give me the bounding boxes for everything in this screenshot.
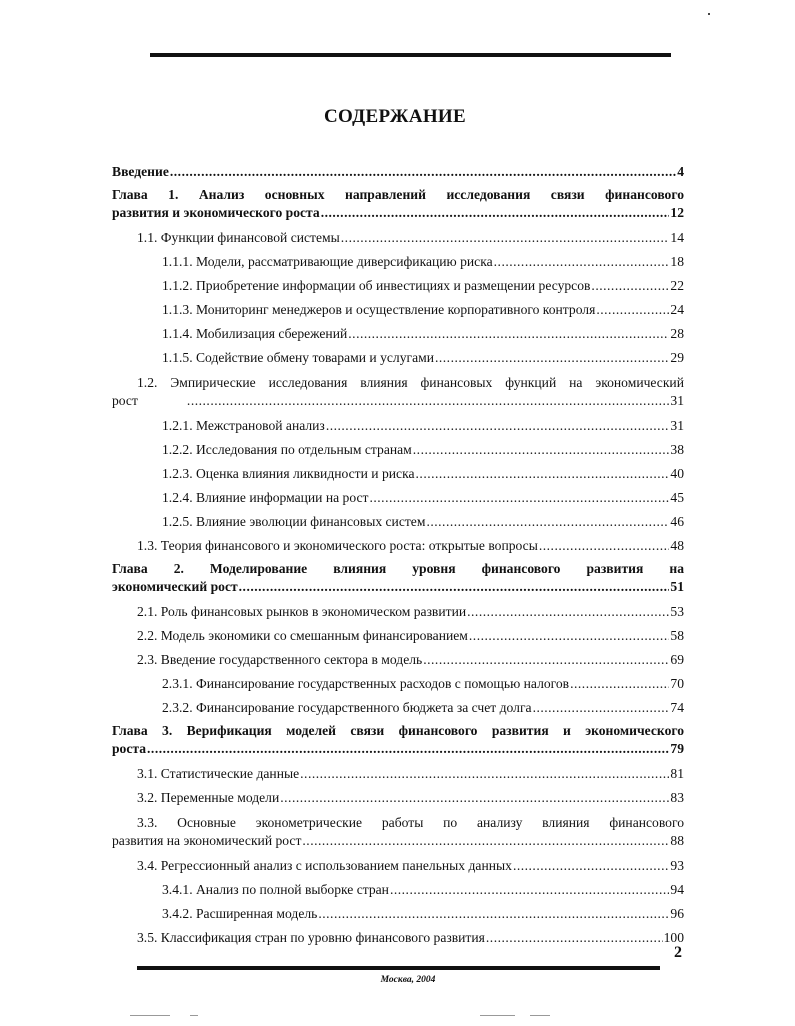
toc-label-line1: 1.2. Эмпирические исследования влияния финансовых функций на экономический (137, 375, 684, 390)
leader-dots (170, 160, 676, 184)
toc-label: 2.3. Введение государственного сектора в модель (137, 652, 423, 667)
toc-page: 53 (670, 604, 684, 619)
toc-page: 69 (670, 652, 684, 667)
leader-dots (435, 346, 669, 370)
leader-dots (280, 786, 669, 810)
toc-page: 45 (670, 490, 684, 505)
toc-entry-3-4-2[interactable] (112, 902, 684, 926)
leader-dots (413, 438, 670, 462)
toc-page: 38 (670, 442, 684, 457)
toc-entry-2-1[interactable] (112, 600, 684, 624)
toc-page: 4 (677, 164, 684, 179)
footer-rule (137, 966, 660, 970)
toc-page: 81 (670, 766, 684, 781)
toc-label: 3.1. Статистические данные (137, 766, 300, 781)
leader-dots (348, 322, 669, 346)
leader-dots (302, 832, 669, 850)
leader-dots (513, 854, 669, 878)
toc-page: 24 (670, 302, 684, 317)
toc-page: 94 (670, 882, 684, 897)
leader-dots (486, 926, 663, 950)
toc-page: 96 (670, 906, 684, 921)
toc-label: 1.1. Функции финансовой системы (137, 230, 340, 245)
toc-page: 14 (670, 230, 684, 245)
leader-dots (341, 226, 670, 250)
toc-label: 1.2.1. Межстрановой анализ (162, 418, 325, 433)
toc-entry-1-2-2[interactable] (112, 438, 684, 462)
leader-dots (416, 462, 670, 486)
toc-label: 1.2.4. Влияние информации на рост (162, 490, 369, 505)
toc-label-line1: 3.3. Основные эконометрические работы по анализу влияния финансового (137, 815, 684, 830)
header-rule (150, 53, 671, 57)
toc-page: 31 (670, 393, 684, 408)
leader-dots (426, 510, 669, 534)
toc-entry-2-3[interactable] (112, 648, 684, 672)
toc-label: 2.3.2. Финансирование государственного бюджета за счет долга (162, 700, 532, 715)
toc-label-line1: Глава 3. Верификация моделей связи финансового развития и экономического (112, 723, 684, 738)
toc-page: 100 (663, 930, 684, 945)
toc-page: 18 (670, 254, 684, 269)
leader-dots (300, 762, 669, 786)
leader-dots (469, 624, 670, 648)
toc-label-line1: Глава 2. Моделирование влияния уровня финансового развития на (112, 561, 684, 576)
page-number: 2 (674, 944, 682, 961)
toc-page: 70 (670, 676, 684, 691)
toc-label: 3.5. Классификация стран по уровню финансового развития (137, 930, 485, 945)
toc-label-line2: роста (112, 741, 147, 756)
toc-entry-1-1-2[interactable] (112, 274, 684, 298)
toc-page: 79 (670, 741, 684, 756)
leader-dots (494, 250, 670, 274)
toc-label: 2.2. Модель экономики со смешанным финансированием (137, 628, 468, 643)
scan-artifact (190, 1015, 198, 1016)
leader-dots (423, 648, 669, 672)
toc-page: 74 (670, 700, 684, 715)
leader-dots (390, 878, 669, 902)
toc-entry-1-2[interactable] (112, 374, 684, 414)
toc-label: 2.1. Роль финансовых рынков в экономическом развитии (137, 604, 467, 619)
leader-dots (326, 414, 670, 438)
toc-entry-3-5[interactable] (112, 926, 684, 950)
toc-label: 3.4.1. Анализ по полной выборке стран (162, 882, 389, 897)
toc-entry-2-3-2[interactable] (112, 696, 684, 720)
table-of-contents (112, 160, 684, 950)
toc-entry-1-2-3[interactable] (112, 462, 684, 486)
toc-entry-1-1[interactable] (112, 226, 684, 250)
toc-page: 28 (670, 326, 684, 341)
toc-page: 29 (670, 350, 684, 365)
toc-label: 1.2.2. Исследования по отдельным странам (162, 442, 412, 457)
toc-page: 22 (670, 278, 684, 293)
toc-entry-1-1-4[interactable] (112, 322, 684, 346)
toc-label: 1.1.5. Содействие обмену товарами и услугами (162, 350, 434, 365)
toc-entry-chapter-2[interactable] (112, 560, 684, 600)
toc-label-line2: развития и экономического роста (112, 205, 320, 220)
scan-artifact (708, 13, 710, 15)
toc-entry-1-1-3[interactable] (112, 298, 684, 322)
toc-label: 2.3.1. Финансирование государственных расходов с помощью налогов (162, 676, 570, 691)
toc-label: 1.1.3. Мониторинг менеджеров и осуществление корпоративного контроля (162, 302, 596, 317)
leader-dots (321, 204, 670, 222)
toc-label: 1.2.5. Влияние эволюции финансовых систем (162, 514, 426, 529)
leader-dots (596, 298, 669, 322)
toc-label-line2: развития на экономический рост (112, 833, 302, 848)
toc-entry-1-2-5[interactable] (112, 510, 684, 534)
toc-page: 83 (670, 790, 684, 805)
scan-artifact (130, 1015, 170, 1016)
leader-dots (318, 902, 669, 926)
toc-entry-1-2-1[interactable] (112, 414, 684, 438)
toc-entry-3-1[interactable] (112, 762, 684, 786)
leader-dots (187, 392, 669, 410)
toc-page: 93 (670, 858, 684, 873)
toc-entry-3-2[interactable] (112, 786, 684, 810)
toc-page: 31 (670, 418, 684, 433)
toc-label: 1.1.4. Мобилизация сбережений (162, 326, 348, 341)
scan-artifact (480, 1015, 515, 1016)
toc-label: 1.3. Теория финансового и экономического роста: открытые вопросы (137, 538, 538, 553)
toc-entry-3-4-1[interactable] (112, 878, 684, 902)
toc-entry-2-2[interactable] (112, 624, 684, 648)
toc-label-line2: экономический рост (112, 579, 238, 594)
toc-page: 51 (670, 579, 684, 594)
toc-label: 1.1.2. Приобретение информации об инвестициях и размещении ресурсов (162, 278, 591, 293)
toc-label: 1.2.3. Оценка влияния ликвидности и риска (162, 466, 415, 481)
page-title: СОДЕРЖАНИЕ (324, 106, 466, 127)
toc-label-line1: Глава 1. Анализ основных направлений исследования связи финансового (112, 187, 684, 202)
toc-page: 46 (670, 514, 684, 529)
toc-page: 88 (670, 833, 684, 848)
toc-entry-chapter-3[interactable] (112, 722, 684, 762)
scan-artifact (530, 1015, 550, 1016)
leader-dots (533, 696, 670, 720)
toc-page: 12 (670, 205, 684, 220)
toc-entry-1-3[interactable] (112, 534, 684, 558)
toc-entry-chapter-1[interactable] (112, 186, 684, 226)
leader-dots (591, 274, 669, 298)
leader-dots (369, 486, 669, 510)
leader-dots (467, 600, 669, 624)
toc-label: 3.2. Переменные модели (137, 790, 280, 805)
toc-entry-1-1-1[interactable] (112, 250, 684, 274)
toc-entry-intro[interactable] (112, 160, 684, 184)
toc-entry-1-1-5[interactable] (112, 346, 684, 370)
toc-label: 3.4.2. Расширенная модель (162, 906, 318, 921)
toc-label: Введение (112, 164, 169, 179)
toc-label: 3.4. Регрессионный анализ с использованием панельных данных (137, 858, 512, 873)
toc-entry-3-4[interactable] (112, 854, 684, 878)
toc-label: 1.1.1. Модели, рассматривающие диверсификацию риска (162, 254, 493, 269)
leader-dots (239, 578, 670, 596)
leader-dots (147, 740, 669, 758)
footer-city-year: Москва, 2004 (380, 975, 436, 985)
leader-dots (539, 534, 670, 558)
toc-page: 40 (670, 466, 684, 481)
toc-entry-1-2-4[interactable] (112, 486, 684, 510)
toc-label-line2: рост (112, 393, 138, 408)
leader-dots (570, 672, 669, 696)
toc-page: 48 (670, 538, 684, 553)
toc-entry-2-3-1[interactable] (112, 672, 684, 696)
toc-page: 58 (670, 628, 684, 643)
toc-entry-3-3[interactable] (112, 814, 684, 854)
